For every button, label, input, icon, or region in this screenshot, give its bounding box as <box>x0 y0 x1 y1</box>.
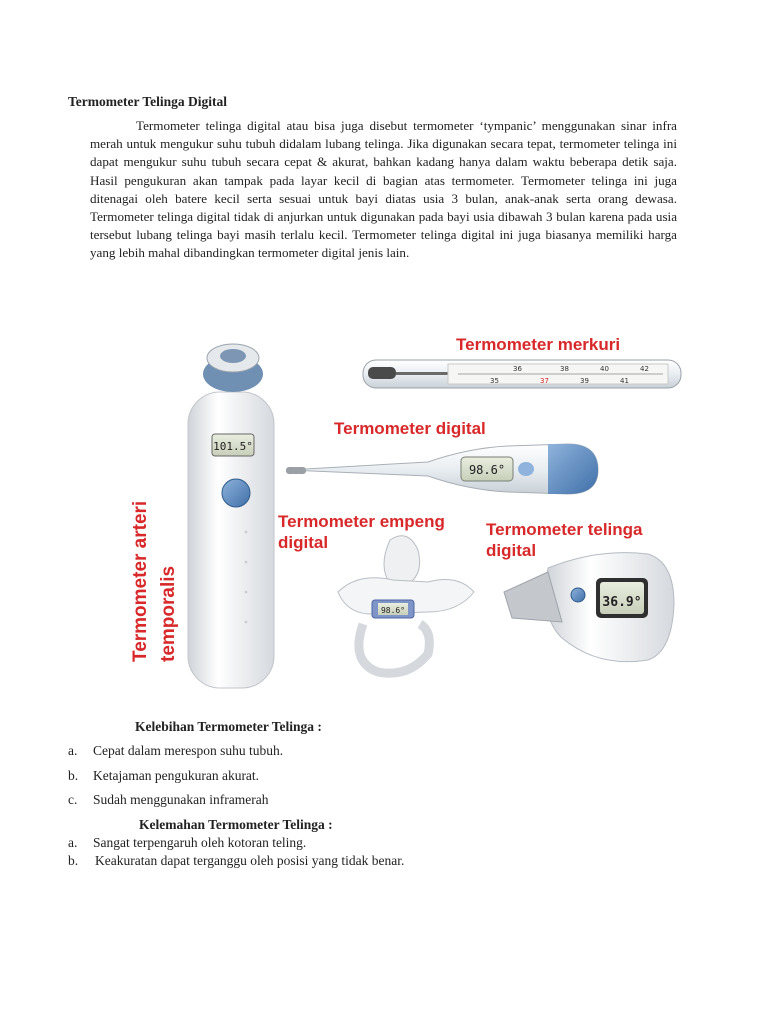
svg-text:41: 41 <box>620 377 629 385</box>
digital-display-reading: 98.6° <box>468 463 506 477</box>
body-paragraph: Termometer telinga digital atau bisa juga disebut termometer ‘tympanic’ menggunakan sinar infra merah untuk mengukur suhu tubuh didalam lubang telinga. Jika digunakan secara tepat, termometer telinga ini dapat mengukur suhu tubuh secara cepat & akurat, bahkan kadang hanya dalam waktu beberapa detik saja. Hasil pengukuran akan tampak pada layar kecil di bagian atas termometer. Termometer telinga ini juga ditenagai oleh batere kecil serta sesuai untuk bayi diatas usia 3 bulan, anak-anak serta orang dewasa. Termometer telinga digital tidak di anjurkan untuk digunakan pada bayi usia dibawah 3 bulan karena pada usia tersebut lubang telinga bayi masih terlalu kecil. Termometer telinga digital ini juga biasanya memiliki harga yang lebih mahal dibandingkan termometer digital jenis lain. <box>90 118 677 261</box>
svg-text:42: 42 <box>640 365 649 373</box>
section-heading: Termometer Telinga Digital <box>68 94 227 109</box>
thermometer-illustration <box>128 322 688 704</box>
mercury-thermometer <box>363 360 681 388</box>
label-arteri-line2: temporalis <box>158 565 179 662</box>
ear-thermometer <box>504 553 674 662</box>
list-marker: c. <box>68 792 78 807</box>
advantages-title: Kelebihan Termometer Telinga : <box>135 719 322 734</box>
thermometer-figure <box>128 322 688 704</box>
empeng-display-reading: 98.6° <box>380 606 406 615</box>
digital-thermometer <box>286 444 598 494</box>
label-telinga-line2: digital <box>486 541 537 560</box>
arteri-display-reading: 101.5° <box>213 440 253 453</box>
label-digital: Termometer digital <box>334 419 486 438</box>
label-empeng-line1: Termometer empeng <box>278 512 445 531</box>
telinga-display-reading: 36.9° <box>602 595 642 610</box>
svg-text:37: 37 <box>540 377 549 385</box>
svg-text:36: 36 <box>513 365 522 373</box>
svg-text:35: 35 <box>490 377 499 385</box>
list-text: Keakuratan dapat terganggu oleh posisi yang tidak benar. <box>95 853 405 868</box>
list-text: Cepat dalam merespon suhu tubuh. <box>93 743 284 758</box>
svg-text:40: 40 <box>600 365 609 373</box>
label-arteri-line1: Termometer arteri <box>130 500 151 662</box>
label-empeng-line2: digital <box>278 533 329 552</box>
label-merkuri: Termometer merkuri <box>456 335 621 354</box>
list-text: Sudah menggunakan inframerah <box>93 792 269 807</box>
svg-text:38: 38 <box>560 365 569 373</box>
list-marker: b. <box>68 853 79 868</box>
label-telinga-line1: Termometer telinga <box>486 520 643 539</box>
list-marker: a. <box>68 743 78 758</box>
list-text: Ketajaman pengukuran akurat. <box>93 768 260 783</box>
list-marker: b. <box>68 768 79 783</box>
svg-text:39: 39 <box>580 377 589 385</box>
temporal-artery-thermometer <box>188 344 274 688</box>
pacifier-thermometer <box>338 536 474 673</box>
disadvantages-title: Kelemahan Termometer Telinga : <box>139 817 333 832</box>
list-marker: a. <box>68 835 78 850</box>
list-text: Sangat terpengaruh oleh kotoran teling. <box>93 835 307 850</box>
